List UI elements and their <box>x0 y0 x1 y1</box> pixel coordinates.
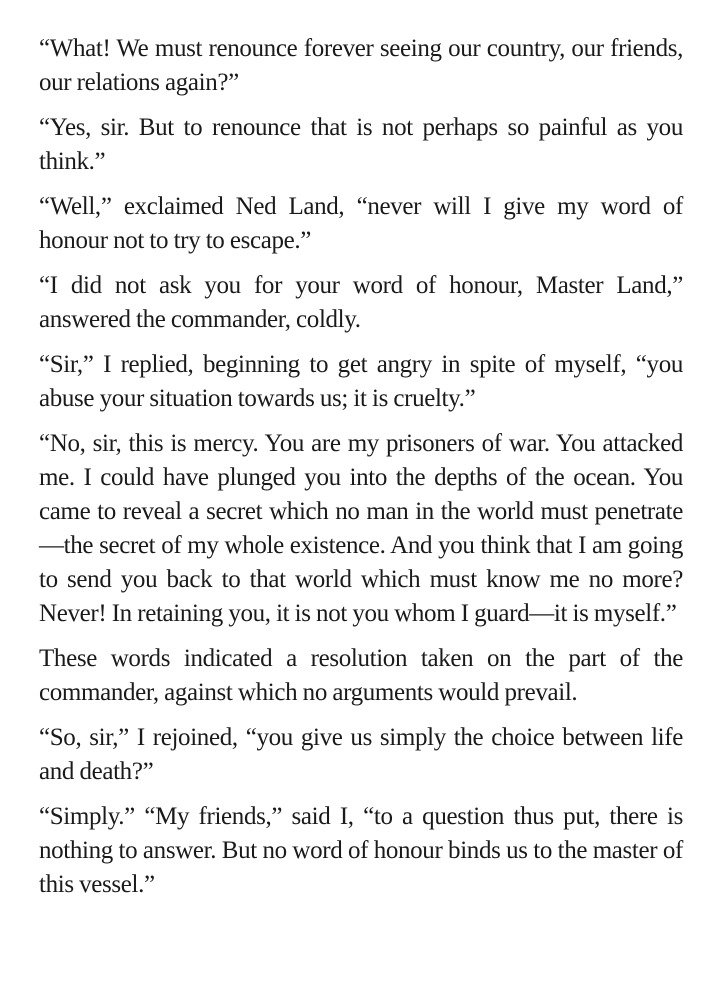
paragraph: “So, sir,” I rejoined, “you give us simply the choice between life and death?” <box>39 724 683 785</box>
paragraph: “Simply.” “My friends,” said I, “to a question thus put, there is nothing to answer. But no word of honour binds us to the master of this vessel.” <box>39 803 683 898</box>
page-body <box>39 32 683 913</box>
paragraph: “No, sir, this is mercy. You are my prisoners of war. You attacked me. I could have plunged you into the depths of the ocean. You came to reveal a secret which no man in the world must penetrate—the secret of my whole existence. And you think that I am going to send you back to that world which must know me no more? Never! In retaining you, it is not you whom I guard—it is myself.” <box>39 430 683 627</box>
paragraph: These words indicated a resolution taken on the part of the commander, against which no arguments would prevail. <box>39 645 683 706</box>
paragraph: “Well,” exclaimed Ned Land, “never will I give my word of honour not to try to escape.” <box>39 193 683 254</box>
paragraph: “I did not ask you for your word of honour, Master Land,” answered the commander, coldly. <box>39 272 683 333</box>
paragraph: “What! We must renounce forever seeing our country, our friends, our relations again?” <box>39 35 683 96</box>
paragraph: “Yes, sir. But to renounce that is not perhaps so painful as you think.” <box>39 114 683 175</box>
paragraph: “Sir,” I replied, beginning to get angry in spite of myself, “you abuse your situation towards us; it is cruelty.” <box>39 351 683 412</box>
